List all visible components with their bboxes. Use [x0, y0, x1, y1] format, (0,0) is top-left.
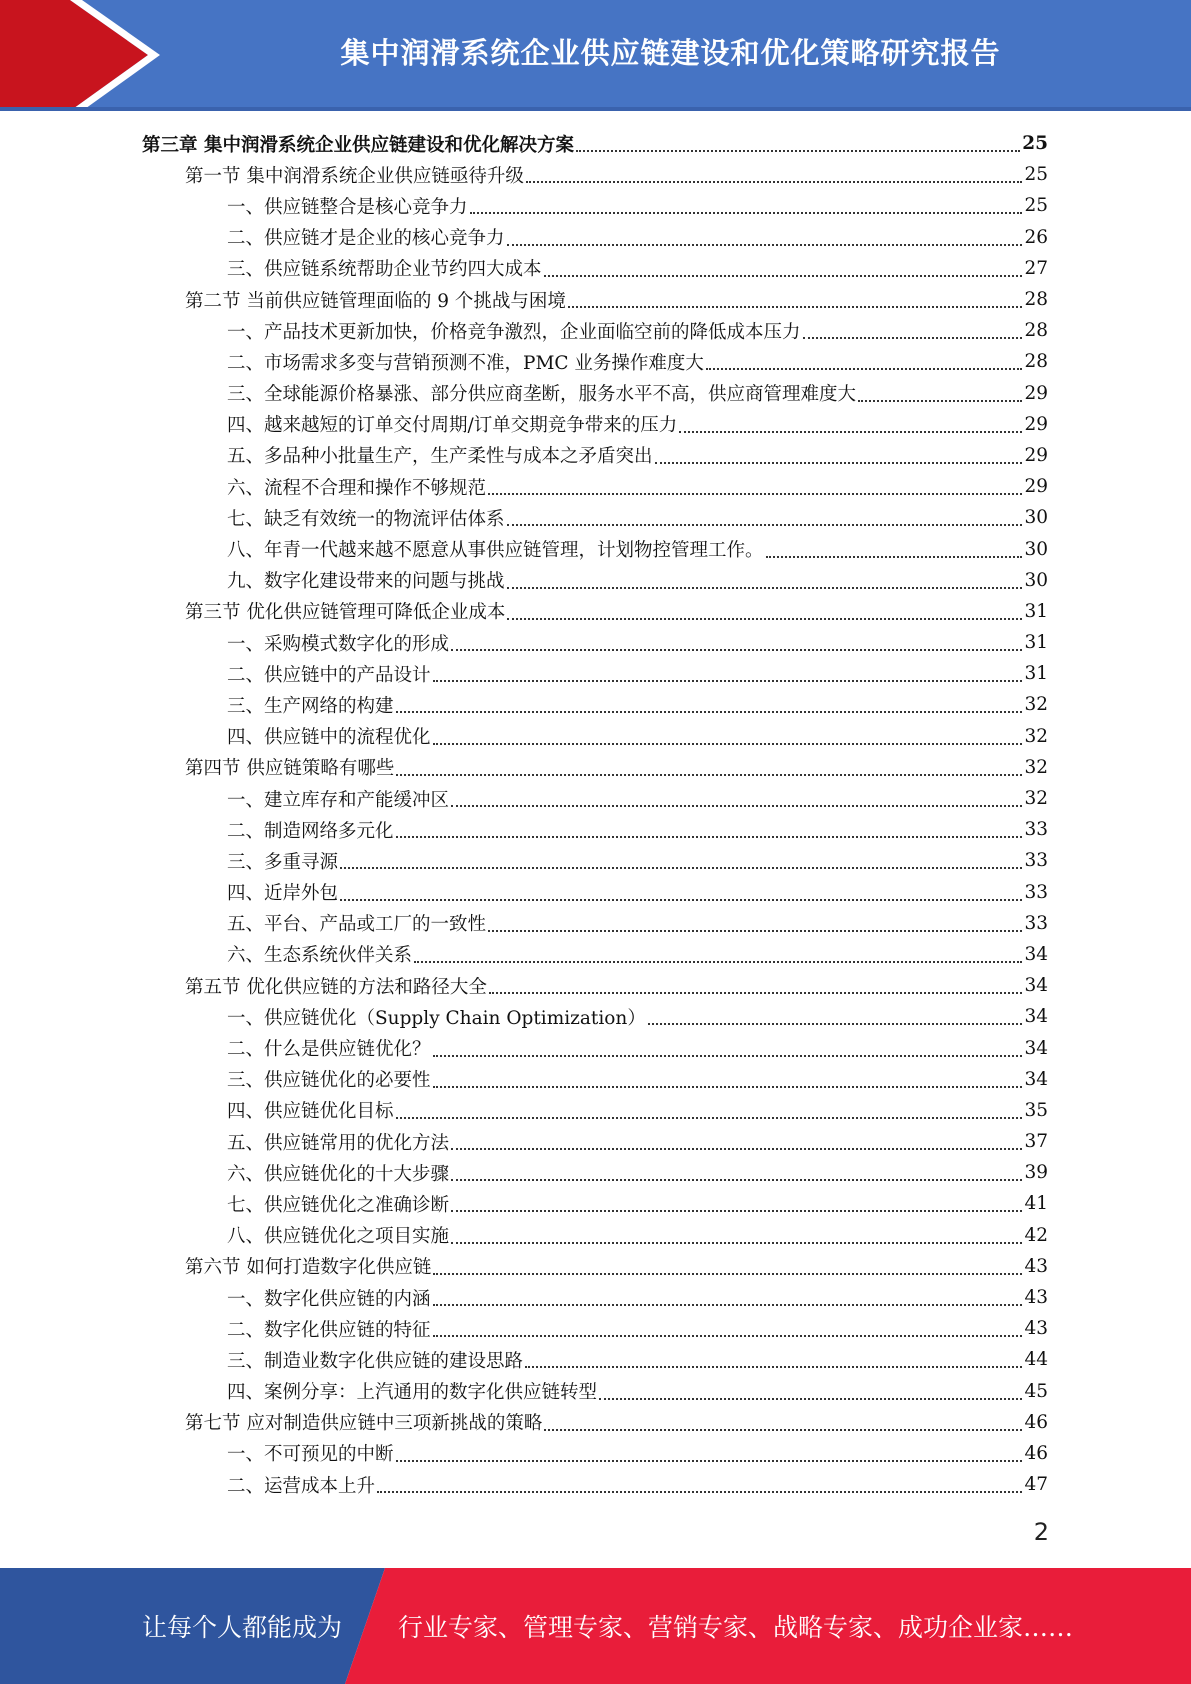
toc-dot-leader — [433, 679, 1023, 682]
toc-page-number: 32 — [1024, 725, 1048, 747]
toc-dot-leader — [396, 1116, 1023, 1119]
toc-dot-leader — [451, 1241, 1022, 1244]
toc-page-number: 43 — [1024, 1287, 1048, 1309]
toc-entry-title: 第四节 供应链策略有哪些 — [185, 758, 395, 780]
toc-entry-title: 二、数字化供应链的特征 — [227, 1319, 431, 1341]
toc-entry-title: 九、数字化建设带来的问题与挑战 — [227, 571, 505, 593]
toc-entry-title: 第二节 当前供应链管理面临的 9 个挑战与困境 — [185, 290, 566, 312]
toc-item[interactable] — [142, 783, 1048, 814]
toc-item[interactable] — [142, 1001, 1048, 1032]
toc-dot-leader — [377, 1490, 1022, 1493]
toc-item[interactable] — [142, 502, 1048, 533]
toc-page-number: 29 — [1024, 382, 1048, 404]
toc-section[interactable] — [142, 284, 1048, 315]
toc-dot-leader — [488, 929, 1022, 932]
toc-entry-title: 第五节 优化供应链的方法和路径大全 — [185, 976, 487, 998]
toc-page-number: 34 — [1024, 943, 1048, 965]
toc-dot-leader — [433, 742, 1023, 745]
toc-dot-leader — [599, 1397, 1022, 1400]
toc-chapter[interactable] — [142, 128, 1048, 159]
toc-entry-title: 三、生产网络的构建 — [227, 695, 394, 717]
toc-dot-leader — [433, 1303, 1023, 1306]
toc-entry-title: 二、运营成本上升 — [227, 1475, 376, 1497]
toc-item[interactable] — [142, 440, 1048, 471]
toc-dot-leader — [433, 1085, 1023, 1088]
toc-dot-leader — [507, 523, 1023, 526]
toc-dot-leader — [433, 1272, 1022, 1275]
toc-page-number: 27 — [1024, 257, 1048, 279]
toc-page-number: 37 — [1024, 1131, 1048, 1153]
toc-item[interactable] — [142, 814, 1048, 845]
toc-dot-leader — [433, 1054, 1023, 1057]
toc-page-number: 43 — [1024, 1318, 1048, 1340]
toc-page-number: 43 — [1024, 1255, 1048, 1277]
toc-item[interactable] — [142, 1032, 1048, 1063]
toc-dot-leader — [396, 773, 1022, 776]
toc-page-number: 35 — [1024, 1099, 1048, 1121]
toc-page-number: 30 — [1024, 569, 1048, 591]
toc-item[interactable] — [142, 346, 1048, 377]
toc-item[interactable] — [142, 689, 1048, 720]
toc-page-number: 28 — [1024, 320, 1048, 342]
toc-dot-leader — [507, 617, 1022, 620]
toc-entry-title: 第七节 应对制造供应链中三项新挑战的策略 — [185, 1413, 543, 1435]
toc-dot-leader — [451, 648, 1022, 651]
toc-section[interactable] — [142, 596, 1048, 627]
toc-dot-leader — [414, 960, 1022, 963]
toc-item[interactable] — [142, 1344, 1048, 1375]
toc-page-number: 28 — [1024, 289, 1048, 311]
toc-page-number: 31 — [1024, 600, 1048, 622]
toc-item[interactable] — [142, 1469, 1048, 1500]
toc-page-number: 39 — [1024, 1162, 1048, 1184]
toc-item[interactable] — [142, 1376, 1048, 1407]
toc-entry-title: 二、制造网络多元化 — [227, 820, 394, 842]
toc-entry-title: 第六节 如何打造数字化供应链 — [185, 1257, 432, 1279]
toc-entry-title: 三、供应链优化的必要性 — [227, 1070, 431, 1092]
toc-page-number: 46 — [1024, 1442, 1048, 1464]
toc-dot-leader — [576, 149, 1020, 152]
toc-page-number: 32 — [1024, 788, 1048, 810]
toc-section[interactable] — [142, 752, 1048, 783]
toc-page-number: 34 — [1024, 975, 1048, 997]
toc-item[interactable] — [142, 378, 1048, 409]
toc-item[interactable] — [142, 1095, 1048, 1126]
toc-item[interactable] — [142, 939, 1048, 970]
toc-entry-title: 一、不可预见的中断 — [227, 1444, 394, 1466]
toc-entry-title: 三、全球能源价格暴涨、部分供应商垄断，服务水平不高，供应商管理难度大 — [227, 384, 857, 406]
toc-page-number: 31 — [1024, 663, 1048, 685]
toc-page-number: 41 — [1024, 1193, 1048, 1215]
toc-dot-leader — [568, 305, 1023, 308]
toc-dot-leader — [525, 1365, 1022, 1368]
toc-dot-leader — [433, 1334, 1023, 1337]
toc-entry-title: 三、多重寻源 — [227, 851, 339, 873]
toc-entry-title: 一、数字化供应链的内涵 — [227, 1288, 431, 1310]
toc-item[interactable] — [142, 1157, 1048, 1188]
toc-page-number: 29 — [1024, 444, 1048, 466]
toc-page-number: 46 — [1024, 1411, 1048, 1433]
toc-dot-leader — [706, 367, 1023, 370]
toc-dot-leader — [544, 1428, 1022, 1431]
page-header — [0, 0, 1191, 111]
toc-entry-title: 四、近岸外包 — [227, 883, 339, 905]
toc-item[interactable] — [142, 721, 1048, 752]
toc-item[interactable] — [142, 471, 1048, 502]
toc-entry-title: 五、平台、产品或工厂的一致性 — [227, 914, 487, 936]
toc-item[interactable] — [142, 565, 1048, 596]
toc-page-number: 34 — [1024, 1068, 1048, 1090]
report-title: 集中润滑系统企业供应链建设和优化策略研究报告 — [340, 35, 1001, 70]
toc-item[interactable] — [142, 908, 1048, 939]
toc-item[interactable] — [142, 658, 1048, 689]
toc-dot-leader — [396, 835, 1023, 838]
toc-entry-title: 五、供应链常用的优化方法 — [227, 1132, 450, 1154]
toc-dot-leader — [396, 1459, 1023, 1462]
toc-dot-leader — [470, 211, 1023, 214]
toc-page-number: 25 — [1024, 195, 1048, 217]
toc-item[interactable] — [142, 533, 1048, 564]
toc-entry-title: 五、多品种小批量生产，生产柔性与成本之矛盾突出 — [227, 446, 653, 468]
toc-item[interactable] — [142, 877, 1048, 908]
toc-item[interactable] — [142, 1313, 1048, 1344]
toc-page-number: 32 — [1024, 756, 1048, 778]
toc-item[interactable] — [142, 190, 1048, 221]
toc-page-number: 45 — [1024, 1380, 1048, 1402]
toc-item[interactable] — [142, 1126, 1048, 1157]
toc-dot-leader — [858, 399, 1022, 402]
toc-entry-title: 四、供应链中的流程优化 — [227, 727, 431, 749]
toc-entry-title: 六、生态系统伙伴关系 — [227, 945, 413, 967]
toc-entry-title: 三、制造业数字化供应链的建设思路 — [227, 1350, 524, 1372]
toc-dot-leader — [340, 898, 1022, 901]
toc-page-number: 47 — [1024, 1474, 1048, 1496]
toc-page-number: 33 — [1024, 819, 1048, 841]
toc-entry-title: 一、产品技术更新加快，价格竞争激烈，企业面临空前的降低成本压力 — [227, 321, 801, 343]
toc-page-number: 32 — [1024, 694, 1048, 716]
toc-page-number: 42 — [1024, 1224, 1048, 1246]
toc-dot-leader — [679, 430, 1022, 433]
toc-entry-title: 二、什么是供应链优化？ — [227, 1039, 431, 1061]
toc-dot-leader — [648, 1022, 1023, 1025]
toc-entry-title: 二、供应链才是企业的核心竞争力 — [227, 228, 505, 250]
toc-item[interactable] — [142, 1282, 1048, 1313]
toc-entry-title: 七、缺乏有效统一的物流评估体系 — [227, 508, 505, 530]
toc-page-number: 31 — [1024, 632, 1048, 654]
page-number: 2 — [1033, 1518, 1049, 1546]
toc-section[interactable] — [142, 1251, 1048, 1282]
toc-item[interactable] — [142, 627, 1048, 658]
toc-entry-title: 四、供应链优化目标 — [227, 1101, 394, 1123]
toc-page-number: 33 — [1024, 881, 1048, 903]
footer-slogan-left: 让每个人都能成为 — [142, 1613, 343, 1642]
toc-page-number: 28 — [1024, 351, 1048, 373]
toc-item[interactable] — [142, 845, 1048, 876]
toc-entry-title: 六、流程不合理和操作不够规范 — [227, 477, 487, 499]
toc-entry-title: 六、供应链优化的十大步骤 — [227, 1163, 450, 1185]
toc-item[interactable] — [142, 253, 1048, 284]
toc-page-number: 34 — [1024, 1037, 1048, 1059]
toc-dot-leader — [340, 866, 1022, 869]
toc-dot-leader — [488, 492, 1022, 495]
toc-dot-leader — [451, 1209, 1022, 1212]
toc-section[interactable] — [142, 1407, 1048, 1438]
footer-slogan-right: 行业专家、管理专家、营销专家、战略专家、成功企业家…… — [398, 1613, 1074, 1642]
toc-dot-leader — [451, 1178, 1022, 1181]
toc-entry-title: 第一节 集中润滑系统企业供应链亟待升级 — [185, 165, 524, 187]
toc-dot-leader — [507, 586, 1023, 589]
toc-entry-title: 第三章 集中润滑系统企业供应链建设和优化解决方案 — [142, 134, 574, 156]
toc-dot-leader — [803, 336, 1023, 339]
toc-page-number: 26 — [1024, 226, 1048, 248]
toc-item[interactable] — [142, 409, 1048, 440]
red-arrow-ribbon-icon — [0, 0, 160, 111]
toc-entry-title: 八、年青一代越来越不愿意从事供应链管理，计划物控管理工作。 — [227, 540, 764, 562]
toc-page-number: 29 — [1024, 413, 1048, 435]
toc-entry-title: 一、供应链整合是核心竞争力 — [227, 196, 468, 218]
toc-dot-leader — [544, 274, 1023, 277]
table-of-contents — [142, 128, 1048, 1500]
toc-entry-title: 八、供应链优化之项目实施 — [227, 1226, 450, 1248]
toc-page-number: 25 — [1022, 133, 1048, 155]
toc-item[interactable] — [142, 1064, 1048, 1095]
toc-entry-title: 四、越来越短的订单交付周期/订单交期竞争带来的压力 — [227, 415, 678, 437]
toc-item[interactable] — [142, 1188, 1048, 1219]
toc-entry-title: 一、供应链优化（Supply Chain Optimization） — [227, 1007, 646, 1029]
toc-entry-title: 四、案例分享：上汽通用的数字化供应链转型 — [227, 1382, 598, 1404]
toc-dot-leader — [451, 804, 1022, 807]
toc-page-number: 33 — [1024, 912, 1048, 934]
toc-entry-title: 一、采购模式数字化的形成 — [227, 633, 450, 655]
toc-item[interactable] — [142, 1438, 1048, 1469]
toc-page-number: 44 — [1024, 1349, 1048, 1371]
toc-section[interactable] — [142, 970, 1048, 1001]
toc-item[interactable] — [142, 315, 1048, 346]
toc-item[interactable] — [142, 1220, 1048, 1251]
toc-item[interactable] — [142, 222, 1048, 253]
toc-dot-leader — [451, 1147, 1022, 1150]
toc-page-number: 29 — [1024, 476, 1048, 498]
toc-dot-leader — [655, 461, 1023, 464]
toc-entry-title: 二、供应链中的产品设计 — [227, 664, 431, 686]
toc-dot-leader — [489, 991, 1023, 994]
toc-page-number: 30 — [1024, 507, 1048, 529]
toc-page-number: 34 — [1024, 1006, 1048, 1028]
toc-dot-leader — [507, 243, 1023, 246]
page-footer — [0, 1568, 1191, 1684]
toc-dot-leader — [396, 710, 1023, 713]
toc-entry-title: 第三节 优化供应链管理可降低企业成本 — [185, 602, 506, 624]
toc-entry-title: 三、供应链系统帮助企业节约四大成本 — [227, 259, 542, 281]
toc-dot-leader — [526, 180, 1023, 183]
toc-page-number: 25 — [1024, 164, 1048, 186]
header-divider — [0, 107, 1191, 111]
toc-entry-title: 七、供应链优化之准确诊断 — [227, 1194, 450, 1216]
toc-section[interactable] — [142, 159, 1048, 190]
toc-page-number: 33 — [1024, 850, 1048, 872]
toc-entry-title: 一、建立库存和产能缓冲区 — [227, 789, 450, 811]
toc-page-number: 30 — [1024, 538, 1048, 560]
toc-entry-title: 二、市场需求多变与营销预测不准，PMC 业务操作难度大 — [227, 352, 704, 374]
toc-dot-leader — [766, 555, 1023, 558]
